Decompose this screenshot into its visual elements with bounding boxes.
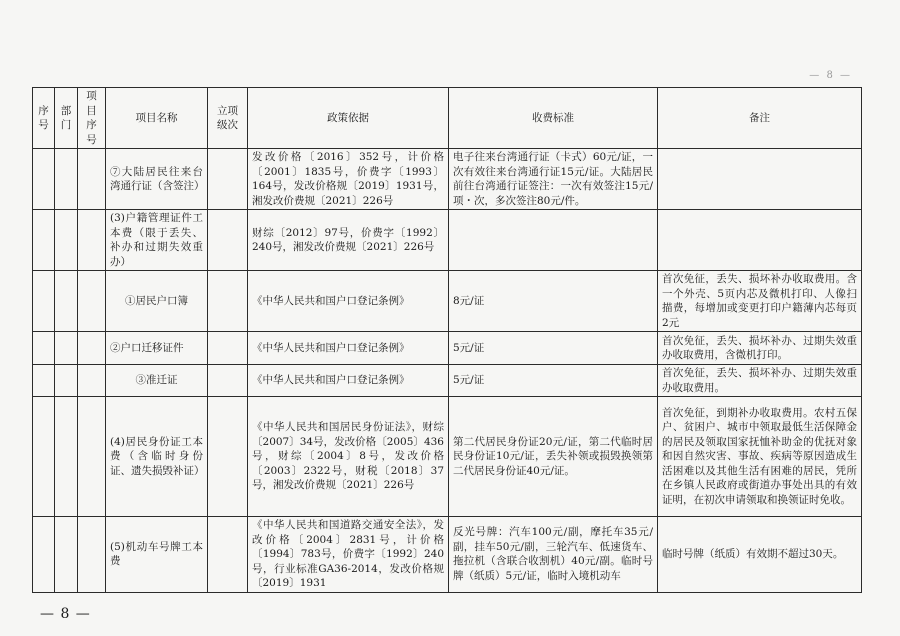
item-name: ②户口迁移证件 — [106, 332, 208, 365]
fee-standard: 第二代居民身份证20元/证，第二代临时居民身份证10元/证，丢失补领或损毁换领第二代居民身份证40元/证。 — [449, 397, 658, 517]
remark — [658, 149, 862, 210]
header-item-seq: 项目序号 — [78, 88, 106, 149]
table-row — [33, 149, 862, 210]
remark: 首次免征，丢失、损坏补办收取费用。含一个外壳、5页内芯及微机打印、人像扫描费，每增加或变更打印户籍薄内芯每页2元 — [658, 271, 862, 332]
item-name: ①居民户口簿 — [106, 271, 208, 332]
fee-standard: 反光号牌：汽车100元/副，摩托车35元/副，挂车50元/副，三轮汽车、低速货车、拖拉机（含联合收割机）40元/副。临时号牌（纸质）5元/证，临时入境机动车 — [449, 517, 658, 593]
header-seq: 序号 — [33, 88, 55, 149]
corner-page-mark: — 8 — — [809, 70, 852, 81]
policy-basis: 《中华人民共和国户口登记条例》 — [248, 332, 449, 365]
fee-standard: 5元/证 — [449, 332, 658, 365]
table-header-row — [33, 88, 862, 149]
item-name: (4)居民身份证工本费（含临时身份证、遗失损毁补证） — [106, 397, 208, 517]
header-level: 立项级次 — [208, 88, 248, 149]
fee-table — [32, 87, 862, 593]
remark: 临时号牌（纸质）有效期不超过30天。 — [658, 517, 862, 593]
remark: 首次免征，到期补办收取费用。农村五保户、贫困户、城市中领取最低生活保障金的居民及领取国家抚恤补助金的优抚对象和因自然灾害、事故、疾病等原因造成生活困难以及其他生活有困难的居民，凭所在乡镇人民政府或街道办事处出具的有效证明，在初次申请领取和换领证时免收。 — [658, 397, 862, 517]
table-row — [33, 397, 862, 517]
header-standard: 收费标准 — [449, 88, 658, 149]
item-name: ⑦大陆居民往来台湾通行证（含签注） — [106, 149, 208, 210]
table-row — [33, 271, 862, 332]
policy-basis: 财综〔2012〕97号，价费字〔1992〕240号，湘发改价费规〔2021〕226号 — [248, 210, 449, 271]
table-row — [33, 332, 862, 365]
table-row — [33, 517, 862, 593]
fee-standard — [449, 210, 658, 271]
header-dept: 部门 — [55, 88, 78, 149]
page-number: — 8 — — [40, 606, 91, 622]
policy-basis: 《中华人民共和国道路交通安全法》，发改价格〔2004〕2831号，计价格〔1994〕783号，价费字〔1992〕240号，行业标准GA36-2014，发改价格规〔2019〕1931 — [248, 517, 449, 593]
item-name: ③准迁证 — [106, 365, 208, 397]
policy-basis: 发改价格〔2016〕352号，计价格〔2001〕1835号，价费字〔1993〕164号，发改价格规〔2019〕1931号，湘发改价费规〔2021〕226号 — [248, 149, 449, 210]
policy-basis: 《中华人民共和国户口登记条例》 — [248, 365, 449, 397]
item-name: (5)机动车号牌工本费 — [106, 517, 208, 593]
header-remarks: 备注 — [658, 88, 862, 149]
fee-standard: 电子往来台湾通行证（卡式）60元/证，一次有效往来台湾通行证15元/证。大陆居民前往台湾通行证签注：一次有效签注15元/项・次，多次签注80元/件。 — [449, 149, 658, 210]
policy-basis: 《中华人民共和国居民身份证法》，财综〔2007〕34号，发改价格〔2005〕436号，财综〔2004〕8号，发改价格〔2003〕2322号，财税〔2018〕37号，湘发改价费规〔2021〕226号 — [248, 397, 449, 517]
remark: 首次免征，丢失、损坏补办、过期失效重办收取费用，含微机打印。 — [658, 332, 862, 365]
header-policy: 政策依据 — [248, 88, 449, 149]
fee-standard: 8元/证 — [449, 271, 658, 332]
header-item-name: 项目名称 — [106, 88, 208, 149]
policy-basis: 《中华人民共和国户口登记条例》 — [248, 271, 449, 332]
fee-standard: 5元/证 — [449, 365, 658, 397]
remark — [658, 210, 862, 271]
remark: 首次免征，丢失、损坏补办、过期失效重办收取费用。 — [658, 365, 862, 397]
item-name: (3)户籍管理证件工本费（限于丢失、补办和过期失效重办） — [106, 210, 208, 271]
table-row — [33, 210, 862, 271]
table-row — [33, 365, 862, 397]
